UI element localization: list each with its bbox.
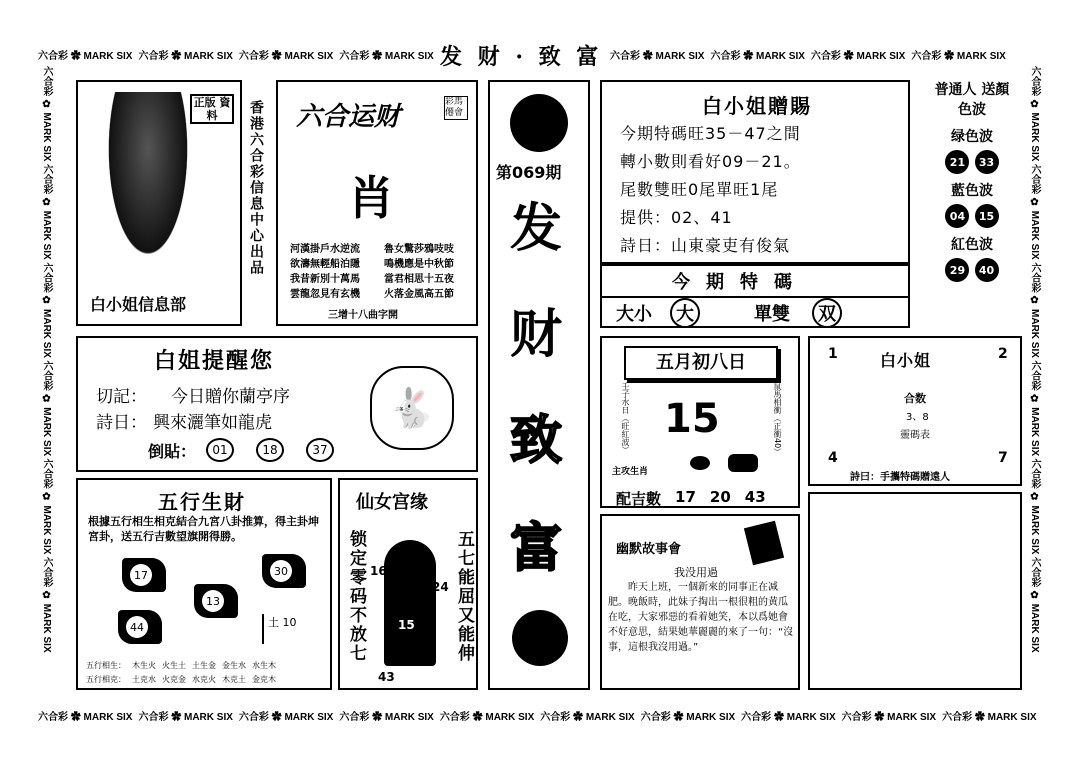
top-strip-right: 六合彩 ✿ MARK SIX 六合彩 ✿ MARK SIX 六合彩 ✿ MARK SIX 六合彩 ✿ MARK SIX xyxy=(610,50,1006,62)
date-left-vert: 壬子水日（旺紅波） xyxy=(621,382,630,454)
wuxing-desc: 根據五行相生相克結合九宮八卦推算，得主卦坤宮卦，送五行吉數望旗開得勝。 xyxy=(88,515,319,543)
tie-number-3: 37 xyxy=(306,438,334,462)
he-values: 3、8 xyxy=(906,412,929,423)
colour-wave-title: 普通人 送顏色波 xyxy=(934,82,1010,118)
date-right-vert: 鼠馬相衝（正衝40） xyxy=(773,382,782,457)
poem-lines-right: 魯女驚莎鴉吱吱 鳴機應是中秋節 當君相思十五夜 火落金風高五節 xyxy=(384,244,454,300)
compass-title: 白小姐 xyxy=(880,351,932,370)
poem-title: 六合运财 xyxy=(296,102,401,132)
flag-2: 30 xyxy=(262,554,306,588)
poem-footer: 三增十八曲字開 xyxy=(328,310,398,321)
right-strip: 六合彩 ✿ MARK SIX 六合彩 ✿ MARK SIX 六合彩 ✿ MARK SIX 六合彩 ✿ MARK SIX 六合彩 ✿ MARK SIX 六合彩 ✿ MARK SIX xyxy=(1029,66,1040,653)
colour-wave-panel xyxy=(922,80,1022,330)
portrait-panel xyxy=(76,80,242,326)
gift-panel xyxy=(600,80,910,264)
wuxing-title: 五行生財 xyxy=(158,490,246,514)
wuxing-row2: 五行相克： 土克水 火克金 水克火 木克土 金克木 xyxy=(86,675,276,684)
fairy-panel xyxy=(338,478,478,690)
reminder-panel xyxy=(76,336,478,472)
fairy-num-1: 16 xyxy=(370,564,387,578)
green-ball-1: 21 xyxy=(945,150,969,174)
parity-label: 單雙 xyxy=(754,304,790,325)
compass-n2: 2 xyxy=(998,346,1008,362)
fairy-left-text: 锁定零码不放七 xyxy=(346,530,366,663)
center-char-1: 发 xyxy=(510,198,563,259)
match-row: 配吉數 17 20 43 xyxy=(616,488,766,508)
portrait-caption: 白小姐信息部 xyxy=(90,295,187,314)
compass-n1: 1 xyxy=(828,346,838,362)
tie-number-2: 18 xyxy=(256,438,284,462)
horse-icon xyxy=(728,454,758,472)
fairy-num-2: 24 xyxy=(432,580,449,594)
special-title: 今期特碼 xyxy=(672,272,808,293)
compass-n7: 7 xyxy=(998,450,1008,466)
parity-value: 双 xyxy=(812,298,842,328)
poem-panel xyxy=(276,80,478,326)
wuxing-row1: 五行相生： 木生火 火生土 土生金 金生水 水生木 xyxy=(86,661,276,670)
date-title: 五月初八日 xyxy=(624,346,778,380)
joke-panel xyxy=(600,514,800,690)
fairy-num-4: 43 xyxy=(378,670,395,684)
gift-lines: 今期特碼旺35－47之間 轉小數則看好09－21。 尾數雙旺0尾單旺1尾 提供：02、41 詩日：山東豪吏有俊氣 xyxy=(620,124,801,255)
he-note: 靈碼表 xyxy=(900,430,930,441)
flower-emblem-icon xyxy=(510,94,568,152)
size-value: 大 xyxy=(670,298,700,328)
reminder-title: 白姐提醒您 xyxy=(154,349,275,374)
zodiac-label: 主攻生肖 xyxy=(612,467,649,477)
red-ball-1: 29 xyxy=(945,258,969,282)
date-big-num: 15 xyxy=(664,396,720,442)
flag-4: 44 xyxy=(118,610,162,644)
he-label: 合数 xyxy=(904,392,926,405)
empty-panel xyxy=(808,492,1022,690)
green-label: 绿色波 xyxy=(951,129,993,145)
rat-icon xyxy=(690,456,710,470)
page-title: 发 财 · 致 富 xyxy=(440,44,603,70)
compass-poem: 詩曰：手攜特碼贈遠人 xyxy=(850,472,950,483)
official-badge: 正版 資料 xyxy=(190,94,234,124)
red-label: 紅色波 xyxy=(951,237,993,253)
green-ball-2: 33 xyxy=(975,150,999,174)
center-column xyxy=(488,80,590,690)
center-char-3: 致 xyxy=(510,410,563,471)
center-char-2: 财 xyxy=(510,304,563,365)
fairy-num-3: 15 xyxy=(398,618,415,632)
reminder-line1: 切記： 今日贈你蘭亭序 xyxy=(96,387,290,407)
poem-lines-left: 河漢掛戶水逆流 欲濤無輕船泊隱 我昔新別十萬馬 雲龍忽見有玄機 xyxy=(290,244,360,300)
wuxing-panel xyxy=(76,478,332,690)
book-icon xyxy=(744,521,784,566)
blue-ball-1: 04 xyxy=(945,204,969,228)
compass-n4: 4 xyxy=(828,450,838,466)
tie-row: 倒貼： 01 18 37 xyxy=(148,438,334,462)
left-strip: 六合彩 ✿ MARK SIX 六合彩 ✿ MARK SIX 六合彩 ✿ MARK SIX 六合彩 ✿ MARK SIX 六合彩 ✿ MARK SIX 六合彩 ✿ MARK SIX xyxy=(41,66,52,653)
gift-title: 白小姐贈賜 xyxy=(702,94,812,118)
special-panel xyxy=(600,264,910,328)
flag-1: 17 xyxy=(122,558,166,592)
blue-ball-2: 15 xyxy=(975,204,999,228)
top-strip: 六合彩 ✿ MARK SIX 六合彩 ✿ MARK SIX 六合彩 ✿ MARK SIX 六合彩 ✿ MARK SIX xyxy=(38,50,434,62)
fairy-title: 仙女宫缘 xyxy=(356,492,428,513)
joke-subtitle: 我没用過 xyxy=(674,566,718,579)
issue-number: 第069期 xyxy=(496,163,562,182)
joke-text: 昨天上班，一個新來的同事正在减肥。晚飯時，此妹子掏出一根很粗的黄瓜在吃，大家邪惡的看着她笑，本以爲她會不好意思，結果她華麗麗的來了一句：“沒事，這根我沒用過。” xyxy=(608,582,794,653)
joke-title: 幽默故事會 xyxy=(616,542,682,557)
reminder-line2: 詩日： 興來灑筆如龍虎 xyxy=(96,413,272,433)
publisher-text: 香港六合彩信息中心出品 xyxy=(248,100,264,276)
coin-emblem-icon xyxy=(512,610,568,666)
fairy-right-text: 五七能屈又能伸 xyxy=(454,530,474,663)
portrait-image xyxy=(98,92,198,282)
special-row xyxy=(602,296,908,328)
compass-panel xyxy=(808,336,1022,486)
bottom-strip: 六合彩 ✿ MARK SIX 六合彩 ✿ MARK SIX 六合彩 ✿ MARK SIX 六合彩 ✿ MARK SIX 六合彩 ✿ MARK SIX 六合彩 ✿ MARK SIX 六合彩 ✿ MARK SIX 六合彩 ✿ MARK SIX 六合彩 ✿ MARK SIX 六合彩 ✿ MARK SIX xyxy=(38,711,1037,723)
flag-5: 土 10 xyxy=(262,614,297,644)
rabbit-icon: 🐇 xyxy=(370,366,454,450)
red-ball-2: 40 xyxy=(975,258,999,282)
flag-3: 13 xyxy=(194,584,238,618)
size-label: 大小 xyxy=(616,304,652,325)
blue-label: 藍色波 xyxy=(951,183,993,199)
poem-seal: 彩馬 僊會 xyxy=(444,96,468,120)
fairy-figure xyxy=(384,540,436,666)
center-char-4: 富 xyxy=(510,518,563,579)
date-panel xyxy=(600,336,800,508)
tie-number-1: 01 xyxy=(206,438,234,462)
poem-center-char: 肖 xyxy=(348,171,394,225)
